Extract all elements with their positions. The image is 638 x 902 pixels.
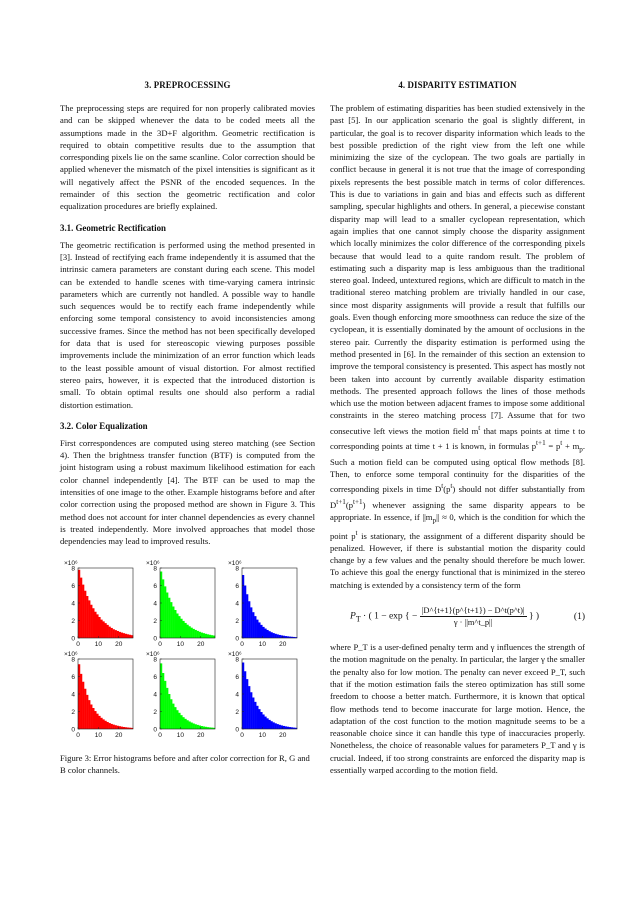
- histogram-bar-before-r: [107, 624, 109, 637]
- histogram-bar-after-r: [109, 723, 111, 729]
- histogram-bar-before-b: [248, 601, 250, 638]
- histogram-bar-before-r: [127, 634, 129, 638]
- histogram-ytick-label-before-g: 6: [153, 582, 157, 590]
- histogram-scale-label-after-g: ×10⁶: [146, 650, 160, 658]
- histogram-bar-after-g: [182, 717, 184, 729]
- histogram-bar-before-g: [207, 634, 209, 638]
- histogram-ytick-label-after-g: 0: [153, 726, 157, 733]
- histogram-bar-before-b: [250, 607, 252, 638]
- histogram-bar-before-b: [254, 616, 256, 638]
- equation-1: [330, 599, 585, 633]
- equation-body: $P_T$ · ( 1 − exp { − $\frac{|D\^{}\{t+1\}(p\^{}\{t+1\}) - D\^{}t(p\^{}t)|}{\gamma \cdot ||m\^{}t\_p||}$ } ): [350, 606, 540, 628]
- histogram-bar-before-r: [86, 596, 88, 638]
- histogram-bar-before-b: [244, 585, 246, 638]
- histogram-bar-before-g: [178, 616, 180, 638]
- histogram-ytick-label-before-g: 2: [153, 617, 157, 625]
- histogram-bar-after-b: [262, 714, 264, 729]
- histogram-bar-before-r: [129, 634, 131, 637]
- histogram-bar-after-b: [279, 724, 281, 728]
- histogram-scale-label-after-b: ×10⁶: [228, 650, 242, 658]
- histogram-bar-before-g: [201, 632, 203, 637]
- histogram-bar-after-g: [205, 726, 207, 728]
- histogram-bar-before-r: [111, 627, 113, 637]
- histogram-bar-before-g: [160, 571, 162, 638]
- histogram-bar-after-g: [189, 721, 191, 729]
- histogram-bar-after-r: [102, 719, 104, 729]
- histogram-bar-before-r: [78, 569, 80, 637]
- histogram-bar-after-b: [264, 716, 266, 728]
- histogram-bar-before-r: [88, 600, 90, 638]
- histogram-bar-before-b: [275, 633, 277, 637]
- histogram-bar-before-r: [125, 633, 127, 637]
- histogram-bar-before-r: [123, 633, 125, 638]
- histogram-xtick-label-before-b: 0: [240, 640, 244, 648]
- histogram-xtick-label-after-b: 10: [258, 731, 266, 739]
- histogram-bar-before-r: [100, 619, 102, 637]
- histogram-xtick-label-after-b: 0: [240, 731, 244, 739]
- histogram-bar-before-b: [266, 629, 268, 637]
- histogram-bar-after-g: [195, 724, 197, 729]
- histogram-bar-after-r: [119, 726, 121, 729]
- histogram-ytick-label-after-g: 6: [153, 673, 157, 681]
- histogram-xtick-label-after-r: 10: [94, 731, 102, 739]
- histogram-bar-after-r: [100, 717, 102, 728]
- histogram-xtick-label-before-b: 10: [258, 640, 266, 648]
- histogram-ytick-label-before-b: 0: [235, 635, 239, 642]
- histogram-bar-after-g: [191, 722, 193, 728]
- section-3-2-paragraph: First correspondences are computed using stereo matching (see Section 4). Then the brightness transfer function (BTF) is computed from the joint histogram using a robust maximum likelihood estimation for each color channel independently [4]. The BTF can be used to map the intensities of one image to the other. Example histograms before and after color correction using the proposed method are shown in Figure 3. This method does not account for inter channel dependencies as every channel is treated independently. More involved approaches that model those dependencies may lead to improved results.: [60, 437, 315, 547]
- histogram-bar-before-r: [90, 604, 92, 637]
- histogram-ytick-label-before-b: 4: [235, 600, 239, 607]
- section-3-title: 3. PREPROCESSING: [144, 80, 231, 90]
- histogram-bar-before-r: [115, 630, 117, 638]
- histogram-ytick-label-before-b: 2: [235, 617, 239, 625]
- histogram-xtick-label-after-g: 0: [158, 731, 162, 739]
- histogram-bar-before-b: [283, 635, 285, 637]
- histogram-bar-before-r: [121, 632, 123, 637]
- histogram-bar-after-r: [121, 726, 123, 728]
- histogram-bar-before-g: [211, 635, 213, 638]
- histogram-bar-after-r: [88, 700, 90, 729]
- histogram-ytick-label-before-b: 8: [235, 565, 239, 572]
- section-4-title: 4. DISPARITY ESTIMATION: [398, 80, 517, 90]
- histogram-bar-before-r: [96, 614, 98, 638]
- histogram-bar-before-g: [172, 606, 174, 638]
- histogram-bar-before-b: [277, 634, 279, 638]
- histogram-bar-before-r: [92, 608, 94, 638]
- histogram-scale-label-before-b: ×10⁶: [228, 559, 242, 567]
- histogram-bar-after-b: [271, 721, 273, 729]
- histogram-bar-after-r: [113, 724, 115, 728]
- histogram-bar-before-b: [271, 632, 273, 638]
- histogram-bar-after-b: [268, 719, 270, 728]
- histogram-bar-after-g: [197, 724, 199, 728]
- histogram-ytick-label-before-g: 0: [153, 635, 157, 642]
- histogram-ytick-label-after-r: 8: [71, 656, 75, 663]
- histogram-bar-before-g: [195, 629, 197, 637]
- histogram-bar-after-g: [178, 712, 180, 728]
- histogram-bar-after-r: [92, 708, 94, 729]
- histogram-bar-before-g: [182, 620, 184, 637]
- histogram-bar-before-g: [162, 579, 164, 638]
- histogram-ytick-label-before-r: 4: [71, 600, 75, 607]
- histogram-ytick-label-before-g: 8: [153, 565, 157, 572]
- histogram-bar-before-g: [186, 624, 188, 637]
- histogram-ytick-label-before-r: 2: [71, 617, 75, 625]
- histogram-bar-before-g: [209, 634, 211, 637]
- histogram-xtick-label-before-b: 20: [279, 640, 287, 648]
- histogram-bar-before-r: [80, 577, 82, 637]
- histogram-bar-after-g: [180, 715, 182, 729]
- histogram-bar-before-r: [109, 626, 111, 637]
- histogram-bar-after-b: [246, 679, 248, 729]
- histogram-xtick-label-before-g: 10: [176, 640, 184, 648]
- section-3-1-title: 3.1. Geometric Rectification: [60, 222, 166, 233]
- histogram-bar-after-r: [80, 673, 82, 728]
- histogram-bar-before-g: [193, 628, 195, 637]
- histogram-bar-after-b: [266, 718, 268, 729]
- equation-number: (1): [573, 612, 585, 623]
- histogram-bar-after-b: [258, 709, 260, 729]
- histogram-ytick-label-before-g: 4: [153, 600, 157, 607]
- histogram-bar-before-g: [191, 627, 193, 637]
- histogram-bar-before-r: [119, 631, 121, 637]
- histogram-bar-after-g: [201, 726, 203, 729]
- histogram-bar-before-b: [258, 622, 260, 638]
- equation-fraction: $\frac{|D\^{}\{t+1\}(p\^{}\{t+1\}) - D\^{}t(p\^{}t)|}{\gamma \cdot ||m\^{}t\_p||}$: [421, 606, 525, 628]
- histogram-bar-after-b: [285, 726, 287, 729]
- histogram-ytick-label-after-g: 8: [153, 656, 157, 663]
- histogram-xtick-label-after-r: 0: [76, 731, 80, 739]
- histogram-bar-before-r: [102, 621, 104, 638]
- histogram-bar-after-g: [184, 718, 186, 728]
- histogram-bar-after-r: [115, 725, 117, 729]
- histogram-grid: [60, 556, 315, 746]
- histogram-bar-after-g: [168, 694, 170, 729]
- histogram-xtick-label-before-g: 0: [158, 640, 162, 648]
- histogram-bar-after-g: [164, 680, 166, 728]
- histogram-bar-before-g: [174, 610, 176, 638]
- histogram-bar-after-g: [162, 673, 164, 729]
- section-3-paragraph: The preprocessing steps are required for non properly calibrated movies and can be skipped whenever the data to be coded meets all the assumptions made in the 3D+F algorithm. Geometric rectification is required to obtain competitive results due to the assumption that corresponding pixels lie on the same scanline. Color correction should be applied whenever the mismatch of the pixel intensities is significant as it will negatively affect the PSNR of the encoded sequences. In the remainder of this section the geometric rectification and color equalization procedures are briefly explained.: [60, 103, 315, 212]
- histogram-ytick-label-after-b: 0: [235, 726, 239, 733]
- histogram-bar-before-b: [256, 619, 258, 637]
- histogram-scale-label-before-r: ×10⁶: [64, 559, 78, 567]
- section-3-1-paragraph: The geometric rectification is performed using the method presented in [3]. Instead of rectifying each frame independently it is assumed that the intrinsic camera parameters are constant during each scene. This model can be extended to handle scenes with time-varying camera intrinsic parameters which are currently not handled. A possible way to handle such sequences would be to rectify each frame independently while enforcing some temporal consistency to avoid inconsistencies among successive frames. Since the method has not been specifically developed for data that is used for stereoscopic viewing purposes possible improvements include the minimization of an error function which leads to the least possible amount of visual distortion. For almost rectified stereo pairs, however, it is expected that the introduced distortion is small. To obtain optimal results one should also perform a radial distortion estimation.: [60, 239, 315, 410]
- histogram-bar-after-b: [283, 725, 285, 728]
- histogram-bar-before-g: [180, 618, 182, 637]
- histogram-bar-before-r: [82, 584, 84, 637]
- histogram-bar-before-r: [84, 590, 86, 637]
- histogram-bar-after-r: [98, 715, 100, 728]
- histogram-bar-after-b: [244, 671, 246, 729]
- histogram-bar-before-g: [184, 622, 186, 637]
- histogram-xtick-label-before-r: 10: [94, 640, 102, 648]
- histogram-bar-before-r: [98, 617, 100, 638]
- histogram-bar-after-b: [254, 701, 256, 728]
- histogram-ytick-label-after-g: 2: [153, 708, 157, 716]
- histogram-bar-after-g: [203, 726, 205, 729]
- histogram-bar-after-b: [273, 722, 275, 729]
- histogram-bar-before-b: [268, 631, 270, 638]
- left-column: [60, 80, 315, 776]
- histogram-bar-before-g: [197, 630, 199, 637]
- histogram-ytick-label-after-g: 4: [153, 691, 157, 698]
- section-4-paragraph-2: where P_T is a user-defined penalty term and γ influences the strength of the motion magnitude on the penalty. In particular, the larger γ the smaller the penalty also for low motion. The penalty can never exceed P_T, such that if the motion estimation fails the stereo optimization has still some freedom to choose a better match. Furthermore, it is known that optical flow methods tend to become inaccurate for large motion. Hence, the adaptation of the cost function to the motion magnitude seems to be a reasonable choice since it can handle this type of inaccuracies properly. Nonetheless, the choice of reasonable values for parameters P_T and γ is crucial. Indeed, if too strong constraints are enforced the disparity map is essentially warped according to the motion field.: [330, 642, 585, 775]
- histogram-bar-after-g: [172, 703, 174, 728]
- histogram-bar-before-r: [94, 611, 96, 637]
- histogram-bar-before-r: [104, 623, 106, 638]
- histogram-bar-after-r: [86, 694, 88, 728]
- figure-3-histograms: [60, 556, 315, 746]
- histogram-ytick-label-after-b: 4: [235, 691, 239, 698]
- histogram-bar-before-b: [262, 626, 264, 637]
- histogram-bar-after-r: [82, 681, 84, 728]
- histogram-bar-before-b: [273, 633, 275, 638]
- histogram-ytick-label-before-r: 6: [71, 582, 75, 590]
- histogram-bar-after-r: [84, 688, 86, 728]
- histogram-bar-after-b: [248, 686, 250, 729]
- histogram-ytick-label-after-r: 4: [71, 691, 75, 698]
- histogram-bar-after-g: [193, 723, 195, 729]
- histogram-bar-before-g: [170, 602, 172, 638]
- histogram-bar-before-b: [264, 628, 266, 637]
- histogram-xtick-label-after-b: 20: [279, 731, 287, 739]
- histogram-xtick-label-after-g: 20: [197, 731, 205, 739]
- histogram-bar-after-b: [252, 697, 254, 729]
- histogram-bar-before-g: [189, 626, 191, 638]
- histogram-bar-before-b: [279, 634, 281, 637]
- histogram-ytick-label-after-r: 0: [71, 726, 75, 733]
- histogram-bar-after-b: [250, 692, 252, 729]
- histogram-bar-after-r: [78, 664, 80, 729]
- histogram-scale-label-after-r: ×10⁶: [64, 650, 78, 658]
- histogram-bar-after-r: [107, 722, 109, 729]
- histogram-bar-before-r: [113, 629, 115, 638]
- section-3-2-title: 3.2. Color Equalization: [60, 420, 148, 431]
- histogram-ytick-label-before-b: 6: [235, 582, 239, 590]
- histogram-bar-after-b: [260, 712, 262, 729]
- section-4-paragraph-1: The problem of estimating disparities has been studied extensively in the past [5]. In our application scenario the goal is slightly different, in particular, the goal is to recover disparity information which leads to the best possible prediction of the right view from the left one while minimizing the size of the cyclopean. The two goals are partially in conflict because in general it is not true that the image of corresponding pixels represents the best possible match in terms of color differences. This is due to variations in gain and bias and effects such as different sampling, specular highlights and others. In general, a piecewise constant disparity map will lead to a smaller cyclopean representation, which again implies that one cannot simply choose the disparity assignment which locally minimizes the color difference of the corresponding pixels because that would lead to a quite random result. The problem of estimating such a disparity map is less ambiguous than the traditional stereo goal. Indeed, untextured regions, which are difficult to match in the traditional stereo matching problem are trivially handled in our case, since most disparity assignments will provide a result that fulfills our goals. Even though enforcing more smoothness can reduce the size of the cyclopean, it is essentially dominated by the amount of occlusions in the stereo pair. Currently the disparity estimation is performed using the method presented in [6]. In the remainder of this section an extension to improve the temporal consistency is presented. This aspect has mostly not been taken into account by currently available disparity estimation methods. The presented approach follows the lines of those methods which use the motion between adjacent frames to impose some additional constraints in the stereo matching process [7]. Assume that for two consecutive left views the motion field $m^t$ that maps points at time t to corresponding points at time t + 1 is known, in formulas $p^{t+1} = p^t + m_p$. Such a motion field can be computed using optical flow methods [8]. Then, to enforce some temporal continuity for the disparities of the corresponding pixels in time $D^t(p^t)$ should not differ substantially from $D^{t+1}(p^{t+1})$ whenever assigning the same disparity appears to be appropriate. In essence, if $||m_p|| \approx 0$, which is the condition for which the point $p^t$ is stationary, the assignment of a different disparity should be penalized. However, if there is substantial motion the disparity could change by a few values and the penalty should therefore be much lower. To achieve this goal the energy functional that is minimized in the stereo matching is extended by a consistency term of the form: [330, 103, 586, 590]
- histogram-ytick-label-after-b: 2: [235, 708, 239, 716]
- histogram-bar-after-b: [275, 723, 277, 729]
- histogram-bar-after-b: [256, 705, 258, 728]
- histogram-bar-before-g: [203, 633, 205, 638]
- histogram-ytick-label-before-r: 0: [71, 635, 75, 642]
- histogram-bar-after-g: [174, 707, 176, 729]
- histogram-ytick-label-after-b: 8: [235, 656, 239, 663]
- histogram-xtick-label-after-g: 10: [176, 731, 184, 739]
- histogram-bar-after-b: [242, 662, 244, 729]
- histogram-bar-before-g: [168, 597, 170, 637]
- histogram-xtick-label-after-r: 20: [115, 731, 123, 739]
- histogram-bar-after-g: [160, 663, 162, 729]
- histogram-ytick-label-before-r: 8: [71, 565, 75, 572]
- histogram-bar-after-b: [287, 726, 289, 728]
- histogram-bar-after-g: [170, 699, 172, 729]
- histogram-bar-before-g: [164, 586, 166, 638]
- histogram-ytick-label-after-r: 2: [71, 708, 75, 716]
- histogram-bar-after-r: [90, 704, 92, 729]
- histogram-bar-after-g: [176, 710, 178, 729]
- histogram-xtick-label-before-g: 20: [197, 640, 205, 648]
- histogram-scale-label-before-g: ×10⁶: [146, 559, 160, 567]
- histogram-bar-before-g: [205, 633, 207, 637]
- histogram-bar-before-b: [252, 612, 254, 638]
- histogram-bar-before-b: [246, 594, 248, 638]
- right-column: [330, 80, 585, 784]
- histogram-bar-after-b: [277, 724, 279, 729]
- histogram-bar-before-g: [176, 613, 178, 638]
- histogram-bar-after-g: [166, 687, 168, 728]
- histogram-xtick-label-before-r: 0: [76, 640, 80, 648]
- figure-3-caption: Figure 3: Error histograms before and after color correction for R, G and B color channels.: [60, 752, 310, 775]
- histogram-ytick-label-after-b: 6: [235, 673, 239, 681]
- histogram-ytick-label-after-r: 6: [71, 673, 75, 681]
- histogram-bar-before-b: [242, 575, 244, 638]
- histogram-bar-after-r: [111, 723, 113, 728]
- histogram-xtick-label-before-r: 20: [115, 640, 123, 648]
- histogram-bar-after-r: [96, 713, 98, 728]
- histogram-bar-after-g: [186, 720, 188, 729]
- histogram-bar-after-r: [104, 720, 106, 728]
- histogram-bar-after-r: [123, 726, 125, 728]
- histogram-bar-after-r: [94, 711, 96, 729]
- histogram-bar-before-g: [166, 592, 168, 638]
